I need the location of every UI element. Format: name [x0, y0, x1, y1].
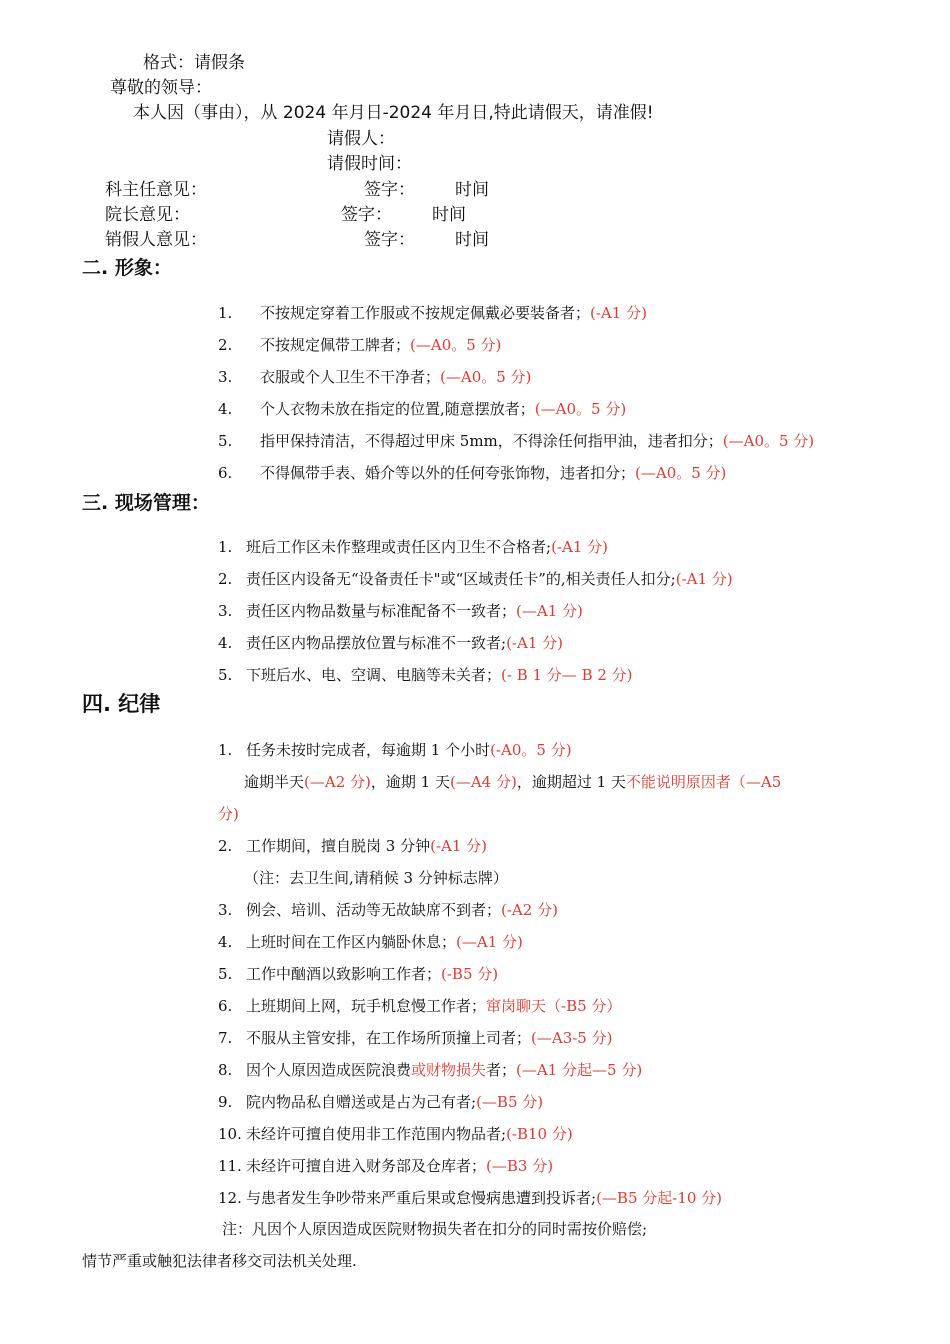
leave-body: 本人因（事由），从 2024 年月日-2024 年月日,特此请假天，请准假! — [133, 103, 654, 123]
list-item: 3. 衣服或个人卫生不干净者；(—A0。5 分) — [218, 368, 532, 386]
return-opinion-label: 销假人意见： — [105, 230, 207, 250]
apply-time-label: 请假时间： — [327, 154, 412, 174]
director-sign-label: 签字： — [364, 180, 415, 200]
list-item-continuation: 分) — [218, 805, 239, 823]
list-item: 4. 上班时间在工作区内躺卧休息；(—A1 分) — [218, 933, 523, 951]
dean-sign-label: 签字： — [341, 205, 392, 225]
list-item: 6. 不得佩带手表、婚介等以外的任何夸张饰物，违者扣分；(—A0。5 分) — [218, 464, 727, 482]
director-time-label: 时间 — [455, 180, 489, 200]
list-item: 3. 例会、培训、活动等无故缺席不到者；(-A2 分) — [218, 901, 558, 919]
list-item: 2. 不按规定佩带工牌者；(—A0。5 分) — [218, 336, 502, 354]
list-item: 5. 工作中酗酒以致影响工作者；(-B5 分) — [218, 965, 499, 983]
director-opinion-label: 科主任意见： — [105, 180, 207, 200]
list-item: 1. 不按规定穿着工作服或不按规定佩戴必要装备者；(-A1 分) — [218, 304, 647, 322]
section-discipline-title: 四. 纪律 — [82, 692, 161, 716]
list-item: 12. 与患者发生争吵带来严重后果或怠慢病患遭到投诉者;(—B5 分起-10 分) — [218, 1189, 723, 1207]
list-item: 11. 未经许可擅自进入财务部及仓库者；(—B3 分) — [218, 1157, 554, 1175]
list-item: 2. 责任区内设备无“设备责任卡"或“区域责任卡”的,相关责任人扣分;(-A1 分) — [218, 570, 733, 588]
list-item: 3. 责任区内物品数量与标准配备不一致者；(—A1 分) — [218, 602, 583, 620]
section-site-management-title: 三. 现场管理： — [82, 492, 210, 514]
section-image-title: 二. 形象： — [82, 257, 172, 279]
list-item: 4. 责任区内物品摆放位置与标准不一致者;(-A1 分) — [218, 634, 563, 652]
footer-note-continuation: 情节严重或触犯法律者移交司法机关处理. — [82, 1252, 357, 1270]
list-item: 9. 院内物品私自赠送或是占为己有者;(—B5 分) — [218, 1093, 544, 1111]
footer-note: 注：凡因个人原因造成医院财物损失者在扣分的同时需按价赔偿; — [222, 1220, 648, 1238]
leave-format-title: 格式：请假条 — [143, 53, 245, 73]
applicant-label: 请假人： — [327, 129, 395, 149]
list-item-continuation: 逾期半天(—A2 分)，逾期 1 天(—A4 分)，逾期超过 1 天不能说明原因者（—A5 — [244, 773, 782, 791]
list-item: 6. 上班期间上网，玩手机怠慢工作者；窜岗聊天（-B5 分） — [218, 997, 622, 1015]
list-item: 2. 工作期间，擅自脱岗 3 分钟(-A1 分) — [218, 837, 488, 855]
list-item: 5. 指甲保持清洁，不得超过甲床 5mm，不得涂任何指甲油，违者扣分；(—A0。5 分) — [218, 432, 815, 450]
list-item: 1. 班后工作区未作整理或责任区内卫生不合格者;(-A1 分) — [218, 538, 608, 556]
return-time-label: 时间 — [455, 230, 489, 250]
list-item: 5. 下班后水、电、空调、电脑等未关者；(- B 1 分— B 2 分) — [218, 666, 633, 684]
list-item: 1. 任务未按时完成者，每逾期 1 个小时(-A0。5 分) — [218, 741, 572, 759]
list-item: 8. 因个人原因造成医院浪费或财物损失者；(—A1 分起—5 分) — [218, 1061, 643, 1079]
list-item: 7. 不服从主管安排，在工作场所顶撞上司者；(—A3-5 分) — [218, 1029, 613, 1047]
list-item-note: （注：去卫生间,请稍候 3 分钟标志牌） — [244, 869, 508, 887]
leave-greeting: 尊敬的领导： — [110, 78, 212, 98]
dean-time-label: 时间 — [432, 205, 466, 225]
return-sign-label: 签字： — [364, 230, 415, 250]
list-item: 4. 个人衣物未放在指定的位置,随意摆放者；(—A0。5 分) — [218, 400, 627, 418]
dean-opinion-label: 院长意见： — [105, 205, 190, 225]
list-item: 10. 未经许可擅自使用非工作范围内物品者;(-B10 分) — [218, 1125, 573, 1143]
